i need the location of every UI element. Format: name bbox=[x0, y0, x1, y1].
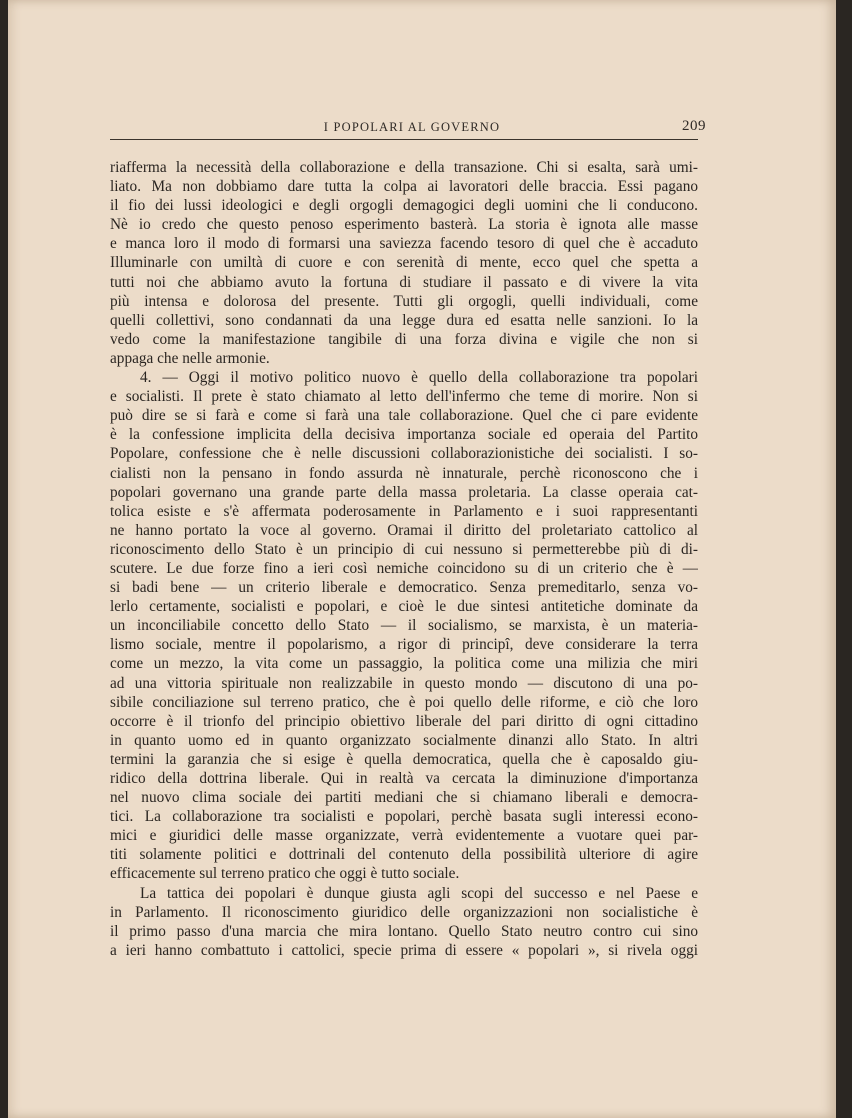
text-line: in quanto uomo ed in quanto organizzato socialmente dinanzi allo Stato. In altri bbox=[110, 731, 698, 749]
text-line: tutti noi che abbiamo avuto la fortuna di studiare il passato e di vivere la vita bbox=[110, 273, 698, 291]
text-line: vedo come la manifestazione tangibile di una forza divina e vigile che non si bbox=[110, 330, 698, 348]
text-line: quelli collettivi, sono condannati da una legge dura ed esatta nelle sanzioni. Io la bbox=[110, 311, 698, 329]
text-line: il fio dei lussi ideologici e degli orgogli demagogici degli uomini che li conducono. bbox=[110, 197, 698, 215]
text-line: sibile conciliazione sul terreno pratico, che è poi quello delle riforme, e ciò che loro bbox=[110, 693, 698, 711]
text-line: a ieri hanno combattuto i cattolici, specie prima di essere « popolari », si rivela oggi bbox=[110, 941, 698, 959]
text-line: lismo sociale, mentre il popolarismo, a rigor di principî, deve considerare la terra bbox=[110, 636, 698, 654]
text-line: scutere. Le due forze fino a ieri così nemiche coincidono su di un criterio che è — bbox=[110, 559, 698, 577]
text-line: e manca loro il modo di formarsi una saviezza facendo tesoro di quel che è accaduto bbox=[110, 235, 698, 253]
text-line: occorre è il trionfo del principio obiettivo liberale del pari diritto di ogni cittadino bbox=[110, 712, 698, 730]
text-line: appaga che nelle armonie. bbox=[110, 349, 270, 367]
text-line: cialisti non la pensano in fondo assurda nè innaturale, perchè riconoscono che i bbox=[110, 464, 698, 482]
text-line: può dire se si farà e come si farà una tale collaborazione. Quel che ci pare evidente bbox=[110, 407, 698, 425]
body-text bbox=[110, 158, 698, 960]
text-line: mici e giuridici delle masse organizzate, verrà evidentemente a vuotare quei par- bbox=[110, 827, 698, 845]
text-line: tolica esiste e s'è affermata poderosamente in Parlamento e i suoi rappresentanti bbox=[110, 502, 698, 520]
text-line: si badi bene — un criterio liberale e democratico. Senza premeditarlo, senza vo- bbox=[110, 579, 698, 597]
page-number: 209 bbox=[682, 118, 706, 134]
text-line: e socialisti. Il prete è stato chiamato al letto dell'infermo che teme di morire. Non si bbox=[110, 388, 698, 406]
running-title: I POPOLARI AL GOVERNO bbox=[323, 120, 501, 134]
text-line: come un mezzo, la vita come un passaggio, la politica come una milizia che miri bbox=[110, 655, 698, 673]
text-line: nel nuovo clima sociale dei partiti mediani che si chiamano liberali e democra- bbox=[110, 789, 698, 807]
text-line: riconoscimento dello Stato è un principio di cui nessuno si permetterebbe più di di- bbox=[110, 540, 698, 558]
text-line: ridico della dottrina liberale. Qui in realtà va cercata la diminuzione d'importanza bbox=[110, 770, 698, 787]
text-line: termini la garanzia che si esige è quella democratica, quella che è caposaldo giu- bbox=[110, 750, 698, 768]
text-line: in Parlamento. Il riconoscimento giuridico delle organizzazioni non socialistiche è bbox=[110, 903, 698, 921]
text-line: ne hanno portato la voce al governo. Oramai il diritto del proletariato cattolico al bbox=[110, 521, 698, 539]
text-line: ad una vittoria spirituale non realizzabile in questo mondo — discutono di una po- bbox=[110, 674, 698, 692]
text-line: il primo passo d'una marcia che mira lontano. Quello Stato neutro contro cui sino bbox=[110, 922, 698, 940]
text-line: titi solamente politici e dottrinali del contenuto della possibilità ulteriore di agire bbox=[110, 846, 698, 864]
text-line: più intensa e dolorosa del presente. Tutti gli orgogli, quelli individuali, come bbox=[110, 292, 698, 310]
text-line: Illuminarle con umiltà di cuore e con serenità di mente, ecco quel che spetta a bbox=[110, 254, 698, 272]
text-line: un inconciliabile concetto dello Stato — il socialismo, se marxista, è un materia- bbox=[110, 617, 698, 635]
page-header bbox=[118, 118, 706, 140]
text-line: riafferma la necessità della collaborazione e della transazione. Chi si esalta, sarà umi- bbox=[110, 159, 698, 176]
header-rule bbox=[110, 139, 698, 140]
text-line: 4. — Oggi il motivo politico nuovo è quello della collaborazione tra popolari bbox=[140, 369, 698, 387]
text-line: tici. La collaborazione tra socialisti e popolari, perchè basata sugli interessi econo- bbox=[110, 808, 698, 826]
text-line: Nè io credo che questo penoso esperimento basterà. La storia è ignota alle masse bbox=[110, 216, 698, 234]
text-line: La tattica dei popolari è dunque giusta agli scopi del successo e nel Paese e bbox=[140, 884, 698, 902]
text-line: è la confessione implicita della decisiva importanza sociale ed operaia del Partito bbox=[110, 426, 698, 444]
text-line: efficacemente sul terreno pratico che oggi è tutto sociale. bbox=[110, 865, 460, 883]
text-line: Popolare, confessione che è nelle discussioni collaborazionistiche dei socialisti. I so- bbox=[110, 445, 698, 463]
text-line: lerlo certamente, socialisti e popolari, e cioè le due sintesi antitetiche dominate da bbox=[110, 598, 698, 616]
text-line: liato. Ma non dobbiamo dare tutta la colpa ai lavoratori delle braccia. Essi pagano bbox=[110, 178, 698, 196]
text-line: popolari governano una grande parte della massa proletaria. La classe operaia cat- bbox=[110, 483, 698, 501]
